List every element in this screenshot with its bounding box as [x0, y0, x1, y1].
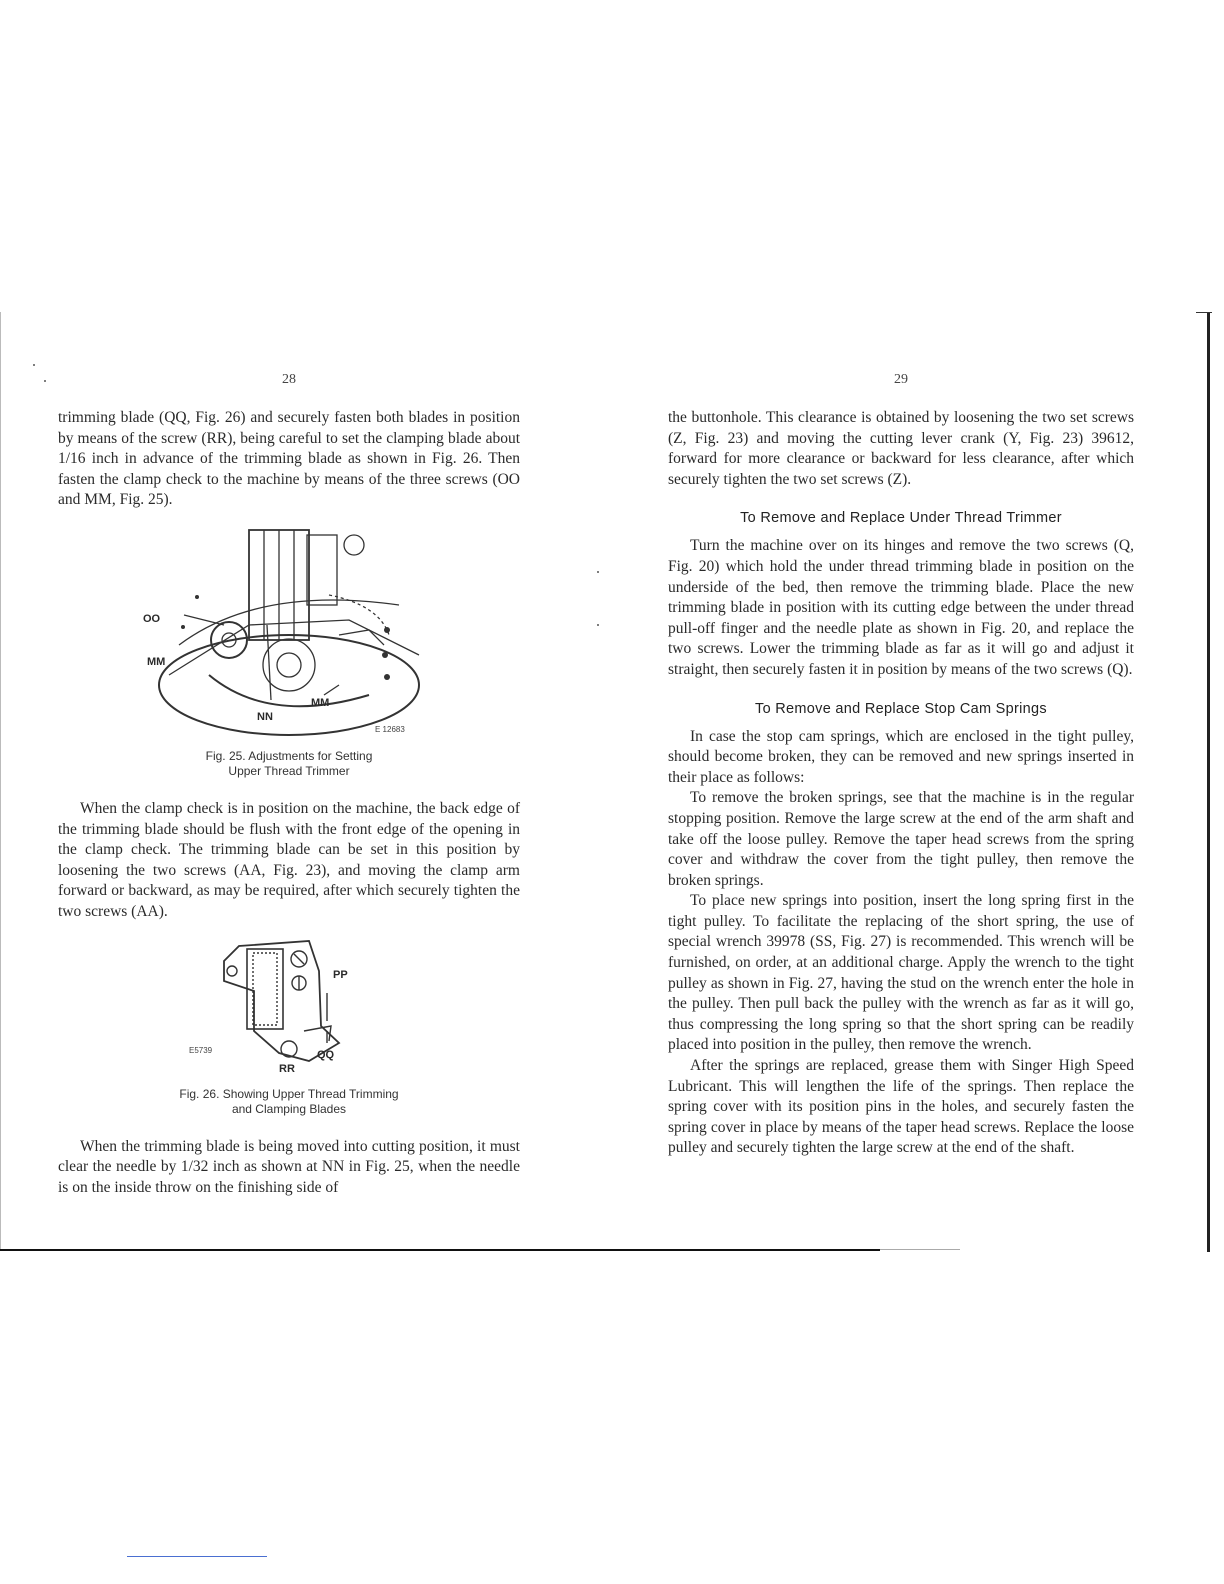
scan-speck — [597, 624, 599, 626]
right-paragraph-4: To remove the broken springs, see that the machine is in the regular stopping position. Remove the large screw at the end of the arm shaft and take off the loose pulley. Remove the taper head screws from the spring cover and withdraw the cover from the tight pulley, then remove the broken springs. — [668, 789, 1134, 889]
label-mm-left: MM — [147, 655, 166, 668]
right-page — [668, 372, 1134, 1159]
scan-speck — [44, 380, 46, 382]
label-nn: NN — [257, 710, 273, 723]
scan-speck — [33, 364, 35, 366]
left-paragraph-2: When the clamp check is in position on the machine, the back edge of the trimming blade should be flush with the front edge of the opening in the clamp check. The trimming blade can be set in this position by loosening the two screws (AA, Fig. 23), and moving the clamp arm forward or backward, as may be required, after which securely tighten the two screws (AA). — [58, 799, 520, 920]
scan-left-edge — [0, 312, 1, 1250]
scan-corner-mark — [1196, 312, 1212, 313]
page-number-right: 29 — [894, 372, 908, 387]
figure-25-illustration — [139, 525, 439, 743]
label-oo: OO — [143, 612, 161, 625]
scan-bottom-edge — [0, 1249, 880, 1251]
heading-under-thread-trimmer: To Remove and Replace Under Thread Trimmer — [740, 510, 1062, 527]
figure-26 — [189, 931, 369, 1079]
right-paragraph-3: In case the stop cam springs, which are enclosed in the tight pulley, should become broken, they can be removed and new springs inserted in their place as follows: — [668, 727, 1134, 786]
label-qq: QQ — [317, 1048, 335, 1061]
left-page — [58, 372, 520, 1198]
fig25-caption-line1: Fig. 25. Adjustments for Setting — [205, 748, 373, 763]
label-rr: RR — [279, 1062, 295, 1075]
right-paragraph-1: the buttonhole. This clearance is obtained by loosening the two set screws (Z, Fig. 23) and moving the cutting lever crank (Y, Fig. 23) 39612, forward for more clearance or backward for less clearance, after which securely tighten the two set screws (Z). — [668, 409, 1134, 488]
heading-stop-cam-springs: To Remove and Replace Stop Cam Springs — [755, 700, 1047, 717]
left-paragraph-3: When the trimming blade is being moved into cutting position, it must clear the needle by 1/32 inch as shown at NN in Fig. 25, when the needle is on the inside throw on the finishing side of — [58, 1137, 520, 1196]
figure-26-illustration — [209, 931, 369, 1079]
fig26-caption-line2: and Clamping Blades — [231, 1101, 347, 1116]
scan-blue-line — [127, 1556, 267, 1557]
left-paragraph-1: trimming blade (QQ, Fig. 26) and securely fasten both blades in position by means of the screw (RR), being careful to set the clamping blade about 1/16 inch in advance of the trimming blade as shown in Fig. 26. Then fasten the clamp check to the machine by means of the three screws (OO and MM, Fig. 25). — [58, 409, 520, 509]
fig26-caption-line1: Fig. 26. Showing Upper Thread Trimming — [179, 1086, 399, 1101]
fig26-code: E5739 — [189, 1045, 213, 1055]
label-pp: PP — [333, 968, 348, 981]
right-paragraph-5: To place new springs into position, insert the long spring first in the tight pulley. To facilitate the replacing of the short spring, the use of special wrench 39978 (SS, Fig. 27) is recommended. This wrench will be furnished, on order, at an additional charge. Apply the wrench to the tight pulley as shown in Fig. 27, having the stud on the wrench enter the hole in the pulley. Then pull back the pulley with the wrench as far as it will go, thus compressing the long spring so that the short spring can be readily placed into position in the pulley, then remove the wrench. — [668, 892, 1134, 1054]
fig25-caption-line2: Upper Thread Trimmer — [228, 763, 350, 778]
scan-speck — [597, 571, 599, 573]
page-number-left: 28 — [282, 372, 296, 387]
right-paragraph-6: After the springs are replaced, grease them with Singer High Speed Lubricant. This will lengthen the life of the springs. Then replace the spring cover with its position pins in the holes, and securely fasten the spring cover in place by means of the taper head screws. Replace the loose pulley and securely tighten the large screw at the end of the shaft. — [668, 1057, 1134, 1157]
label-mm-right: MM — [311, 696, 330, 709]
scan-right-edge — [1207, 312, 1210, 1252]
figure-25 — [139, 525, 439, 743]
fig25-code: E 12683 — [375, 724, 405, 734]
right-paragraph-2: Turn the machine over on its hinges and remove the two screws (Q, Fig. 20) which hold the under thread trimming blade in position on the underside of the bed, then remove the trimming blade. Place the new trimming blade in position with its cutting edge between the under thread pull-off finger and the needle plate as shown in Fig. 20, and replace the two screws. Lower the trimming blade as far as it will go and adjust it straight, then securely fasten it in position by means of the two screws (Q). — [668, 537, 1134, 678]
scan-bottom-edge-fade — [880, 1249, 960, 1250]
